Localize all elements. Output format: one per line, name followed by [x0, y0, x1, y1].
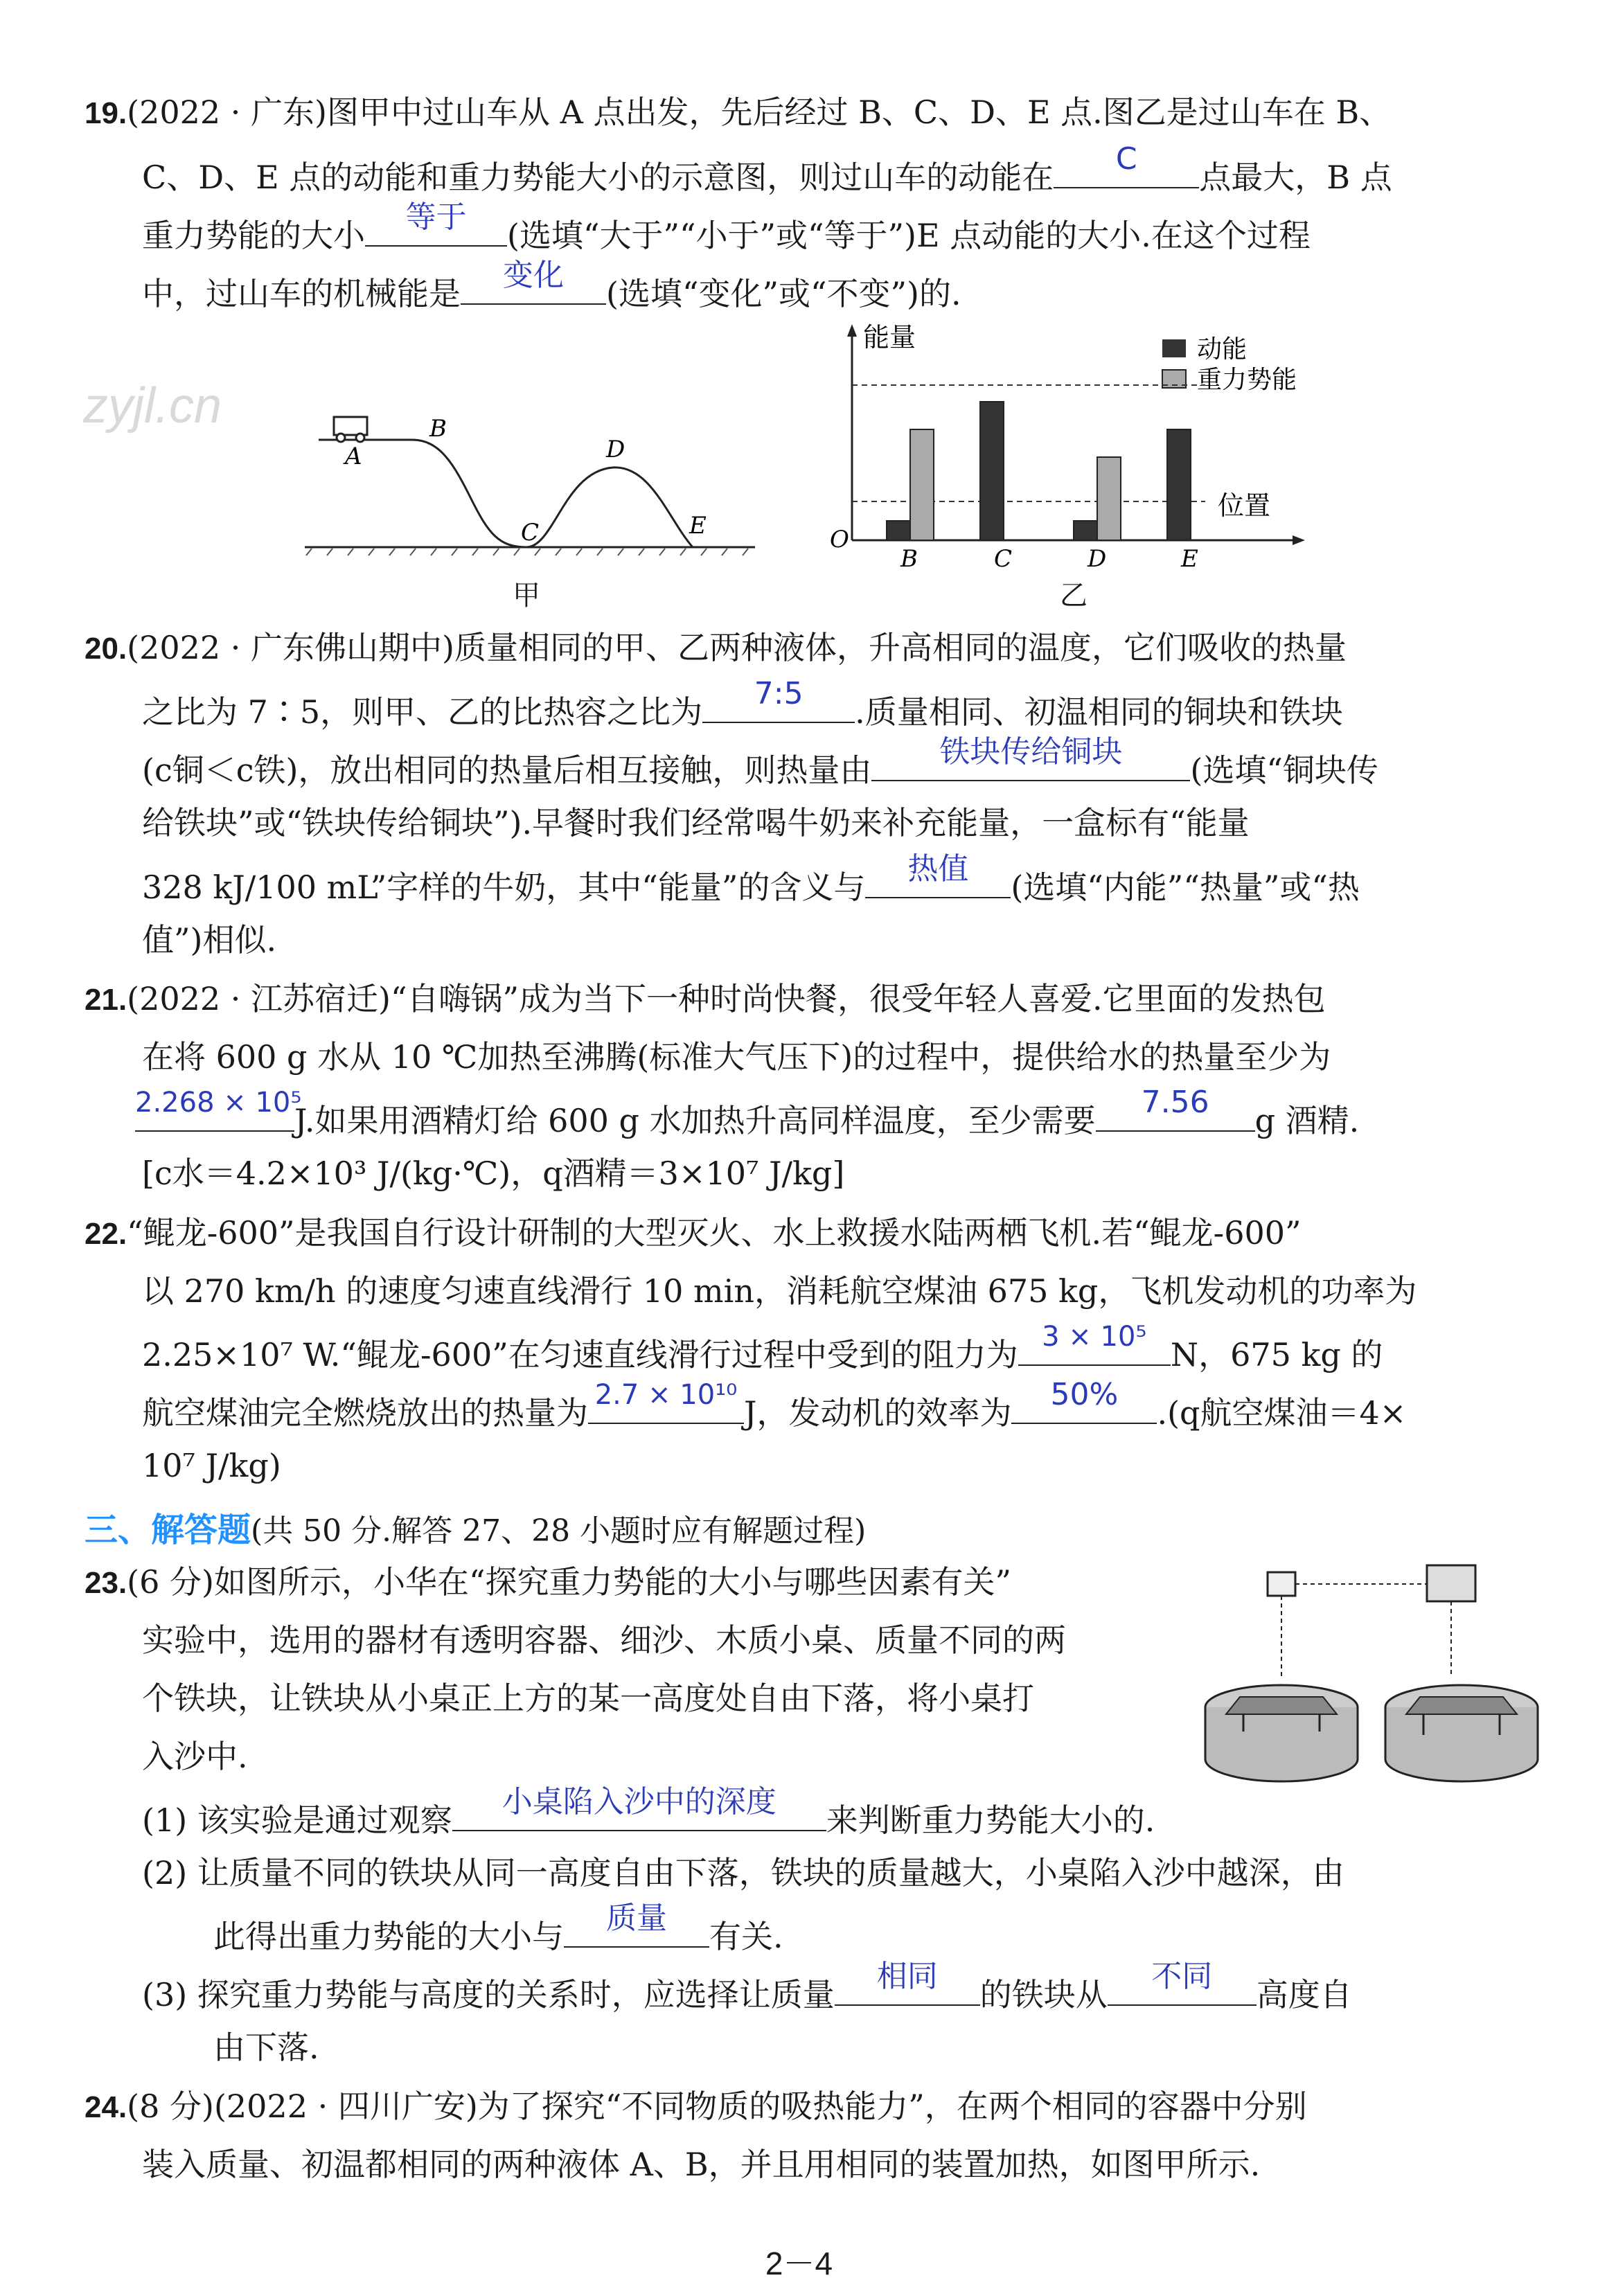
q20-line3: [142, 734, 1378, 791]
q19-line4: [142, 258, 961, 314]
q20-line5: [142, 851, 1360, 908]
text: 来判断重力势能大小的.: [826, 1801, 1155, 1839]
figure-caption: 甲: [513, 580, 540, 612]
legend-label: 动能: [1197, 335, 1248, 364]
answer-blank: [1096, 1085, 1255, 1132]
q20-line6: 值”)相似.: [142, 921, 277, 959]
answer-blank: [871, 734, 1190, 781]
q19-line3: [142, 199, 1311, 256]
energy-bar-chart: [817, 319, 1316, 568]
answer: 3 × 10⁵: [1042, 1321, 1147, 1353]
x-tick-label: E: [1181, 545, 1198, 568]
watermark: zyjl.cn: [83, 378, 222, 434]
answer: 2.7 × 10¹⁰: [594, 1379, 738, 1411]
q23-line2: 实验中，选用的器材有透明容器、细沙、木质小桌、质量不同的两: [142, 1621, 1066, 1659]
answer: C: [1115, 141, 1137, 177]
answer-blank: [865, 851, 1011, 898]
q23-line1: [85, 1561, 1011, 1604]
text: (6 分)如图所示，小华在“探究重力势能的大小与哪些因素有关”: [127, 1563, 1011, 1601]
answer: 50%: [1050, 1377, 1119, 1412]
q23-line3: 个铁块，让铁块从小桌正上方的某一高度处自由下落，将小桌打: [142, 1680, 1034, 1717]
q21-line4: [c水＝4.2×10³ J/(kg·℃)，q酒精＝3×10⁷ J/kg]: [142, 1155, 845, 1192]
legend-label: 重力势能: [1197, 366, 1297, 394]
text: 点最大，B 点: [1199, 159, 1392, 196]
text: 328 kJ/100 mL”字样的牛奶，其中“能量”的含义与: [142, 869, 866, 906]
q21-line3: [135, 1085, 1360, 1141]
text: 之比为 7∶5，则甲、乙的比热容之比为: [142, 693, 703, 731]
text: 航空煤油完全燃烧放出的热量为: [142, 1394, 588, 1432]
text: “鲲龙-600”是我国自行设计研制的大型灭火、水上救援水陆两栖飞机.若“鲲龙-600”: [127, 1214, 1302, 1252]
question-number: 24.: [85, 2090, 127, 2124]
x-axis-label: 位置: [1218, 490, 1271, 521]
text: 有关.: [709, 1918, 783, 1955]
text: (选填“大于”“小于”或“等于”)E 点动能的大小.在这个过程: [507, 217, 1311, 254]
answer: 不同: [1151, 1959, 1213, 1994]
bar-D-0: [1074, 521, 1097, 540]
q23-sub2: (2) 让质量不同的铁块从同一高度自由下落，铁块的质量越大，小桌陷入沙中越深，由: [142, 1854, 1344, 1892]
question-number: 20.: [85, 632, 127, 666]
text: 高度自: [1256, 1976, 1352, 2013]
q21-line1: [85, 978, 1326, 1021]
text: C、D、E 点的动能和重力势能大小的示意图，则过山车的动能在: [142, 159, 1054, 196]
origin-label: O: [830, 526, 849, 553]
q23-line4: 入沙中.: [142, 1738, 248, 1775]
text: (2022 · 广东佛山期中)质量相同的甲、乙两种液体，升高相同的温度，它们吸收的热量: [127, 629, 1347, 666]
section-heading: [85, 1503, 866, 1551]
q24-line1: [85, 2085, 1307, 2128]
answer: 相同: [876, 1959, 938, 1994]
q21-line2: 在将 600 g 水从 10 ℃加热至沸腾(标准大气压下)的过程中，提供给水的热量至少为: [142, 1038, 1331, 1076]
q20-line1: [85, 627, 1347, 670]
answer: 小桌陷入沙中的深度: [501, 1784, 776, 1819]
question-number: 22.: [85, 1217, 127, 1251]
text: (3) 探究重力势能与高度的关系时，应选择让质量: [142, 1976, 835, 2013]
section-title: 三、解答题: [85, 1512, 251, 1549]
text: (1) 该实验是通过观察: [142, 1801, 452, 1839]
q23-sub3: [142, 1959, 1352, 2015]
x-tick-label: C: [994, 545, 1013, 568]
question-number: 19.: [85, 96, 127, 130]
answer: 铁块传给铜块: [939, 734, 1123, 769]
answer: 热值: [907, 851, 969, 887]
text: 重力势能的大小: [142, 217, 365, 254]
answer-blank: [135, 1087, 302, 1132]
text: g 酒精.: [1254, 1102, 1360, 1139]
answer: 2.268 × 10⁵: [135, 1087, 302, 1119]
answer-blank: [1018, 1321, 1171, 1366]
point-label: D: [606, 436, 625, 463]
q22-line3: [142, 1321, 1383, 1376]
text: 的铁块从: [979, 1976, 1108, 2013]
left-container: [1205, 1685, 1358, 1781]
legend-swatch-kinetic: [1162, 339, 1186, 357]
question-number: 23.: [85, 1566, 127, 1600]
q22-line2: 以 270 km/h 的速度匀速直线滑行 10 min，消耗航空煤油 675 kg，飞机发动机的功率为: [142, 1272, 1417, 1310]
text: (选填“内能”“热量”或“热: [1011, 869, 1360, 906]
answer-blank: [1011, 1377, 1157, 1424]
q24-line2: 装入质量、初温都相同的两种液体 A、B，并且用相同的装置加热，如图甲所示.: [142, 2146, 1261, 2183]
text: 此得出重力势能的大小与: [213, 1918, 564, 1955]
q23-sub3-cont: 由下落.: [213, 2029, 319, 2066]
text: 2.25×10⁷ W.“鲲龙-600”在匀速直线滑行过程中受到的阻力为: [142, 1336, 1018, 1373]
answer-blank: [1054, 141, 1199, 188]
point-label: B: [429, 415, 447, 443]
text: (8 分)(2022 · 四川广安)为了探究“不同物质的吸热能力”，在两个相同的容器中分别: [127, 2088, 1307, 2125]
text: .质量相同、初温相同的铜块和铁块: [855, 693, 1343, 731]
text: N，675 kg 的: [1170, 1336, 1383, 1373]
answer-blank: [588, 1379, 744, 1424]
text: J，发动机的效率为: [744, 1394, 1012, 1432]
sand-table-figure: [1198, 1558, 1559, 1787]
bar-D-1: [1097, 457, 1121, 540]
q22-line1: [85, 1212, 1302, 1255]
point-label: E: [689, 512, 707, 540]
answer: 变化: [503, 258, 564, 293]
q19-text: (2022 · 广东)图甲中过山车从 A 点出发，先后经过 B、C、D、E 点.图乙是过山车在 B、: [127, 94, 1392, 131]
q22-line5: 10⁷ J/kg): [142, 1447, 281, 1484]
y-axis-label: 能量: [863, 322, 916, 353]
text: (2022 · 江苏宿迁)“自嗨锅”成为当下一种时尚快餐，很受年轻人喜爱.它里面的发热包: [127, 980, 1326, 1017]
q23-sub1: [142, 1784, 1155, 1841]
bar-B-0: [887, 521, 910, 540]
answer: 7:5: [754, 676, 804, 711]
bar-B-1: [910, 429, 934, 540]
answer-blank: [702, 676, 855, 723]
q19-line1: [85, 91, 1391, 134]
text: 中，过山车的机械能是: [142, 275, 461, 312]
point-label: A: [345, 443, 362, 470]
q23-sub2-cont: [213, 1901, 783, 1957]
bar-E-0: [1167, 429, 1191, 540]
x-tick-label: D: [1087, 545, 1107, 568]
answer: 7.56: [1141, 1085, 1209, 1120]
q20-line4: 给铁块”或“铁块传给铜块”).早餐时我们经常喝牛奶来补充能量，一盒标有“能量: [142, 804, 1250, 842]
section-hint: (共 50 分.解答 27、28 小题时应有解题过程): [251, 1513, 867, 1549]
text: (选填“铜块传: [1190, 751, 1378, 789]
answer-blank: [1108, 1959, 1257, 2006]
right-container: [1385, 1685, 1538, 1781]
bar-C-0: [980, 402, 1004, 540]
text: .(q航空煤油＝4×: [1157, 1394, 1407, 1432]
answer-blank: [835, 1959, 980, 2006]
answer: 质量: [606, 1901, 667, 1936]
text: (选填“变化”或“不变”)的.: [606, 275, 961, 312]
answer-blank: [461, 258, 606, 305]
answer-blank: [365, 199, 507, 247]
q19-line2: [142, 141, 1392, 198]
x-tick-label: B: [900, 545, 918, 568]
q22-line4: [142, 1377, 1407, 1434]
question-number: 21.: [85, 983, 127, 1017]
text: (c铜＜c铁)，放出相同的热量后相互接触，则热量由: [142, 751, 872, 789]
figure-caption: 乙: [1060, 580, 1087, 612]
page-number: 2－4: [765, 2245, 833, 2281]
answer: 等于: [405, 199, 467, 235]
text: J.如果用酒精灯给 600 g 水加热升高同样温度，至少需要: [294, 1102, 1096, 1139]
answer-blank: [564, 1901, 709, 1948]
q20-line2: [142, 676, 1343, 733]
point-label: C: [521, 519, 540, 546]
answer-blank: [452, 1784, 826, 1831]
